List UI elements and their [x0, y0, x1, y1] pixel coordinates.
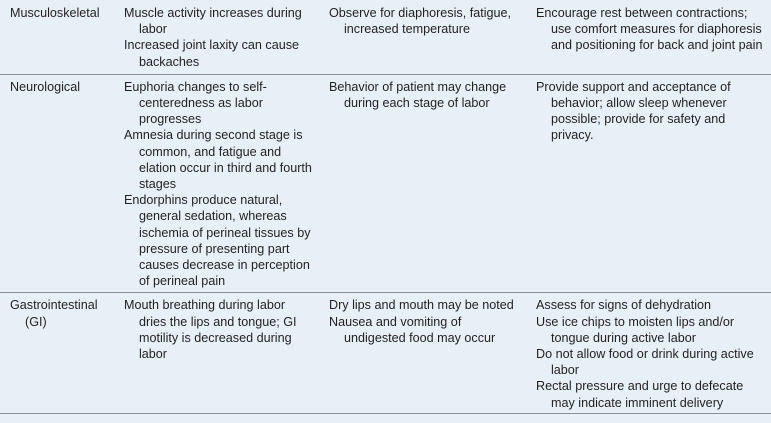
list-item: Euphoria changes to self-centeredness as labor progresses — [124, 79, 267, 127]
system-label: Gastrointestinal (GI) — [10, 298, 98, 329]
interventions-cell — [526, 0, 771, 74]
list-item: Nausea and vomiting of undigested food may occur — [329, 314, 496, 345]
system-label: Musculoskeletal — [10, 6, 100, 20]
interventions-cell — [526, 74, 771, 293]
list-item: Endorphins produce natural, general sedation, whereas ischemia of perineal tissues by pressure of presenting part causes decrease in perception of perineal pain — [124, 193, 311, 289]
table-row — [0, 74, 771, 293]
assessment-cell — [319, 74, 526, 293]
list-item: Observe for diaphoresis, fatigue, increased temperature — [329, 6, 512, 37]
list-item: Amnesia during second stage is common, and fatigue and elation occur in third and fourth stages — [124, 128, 312, 192]
list-item: Use ice chips to moisten lips and/or tongue during active labor — [536, 314, 735, 345]
list-item: Do not allow food or drink during active labor — [536, 347, 754, 378]
list-item: Increased joint laxity can cause backaches — [124, 38, 300, 69]
system-cell — [0, 0, 114, 74]
list-item: Dry lips and mouth may be noted — [329, 298, 514, 313]
changes-cell — [114, 293, 319, 413]
system-label: Neurological — [10, 79, 81, 94]
interventions-cell — [526, 293, 771, 413]
changes-cell — [114, 0, 319, 74]
system-cell — [0, 293, 114, 413]
changes-cell — [114, 74, 319, 293]
list-item: Mouth breathing during labor dries the lips and tongue; GI motility is decreased during labor — [124, 298, 297, 362]
list-item: Assess for signs of dehydration — [536, 298, 712, 313]
assessment-cell — [319, 293, 526, 413]
list-item: Behavior of patient may change during each stage of labor — [329, 79, 507, 111]
table-row — [0, 0, 771, 74]
list-item: Muscle activity increases during labor — [124, 6, 302, 37]
list-item: Rectal pressure and urge to defecate may indicate imminent delivery — [536, 379, 744, 410]
list-item: Provide support and acceptance of behavior; allow sleep whenever possible; provide for safety and privacy. — [536, 79, 731, 143]
assessment-cell — [319, 0, 526, 74]
table-row — [0, 293, 771, 413]
list-item: Encourage rest between contractions; use comfort measures for diaphoresis and positioning for back and joint pain — [536, 6, 763, 53]
system-cell — [0, 74, 114, 293]
